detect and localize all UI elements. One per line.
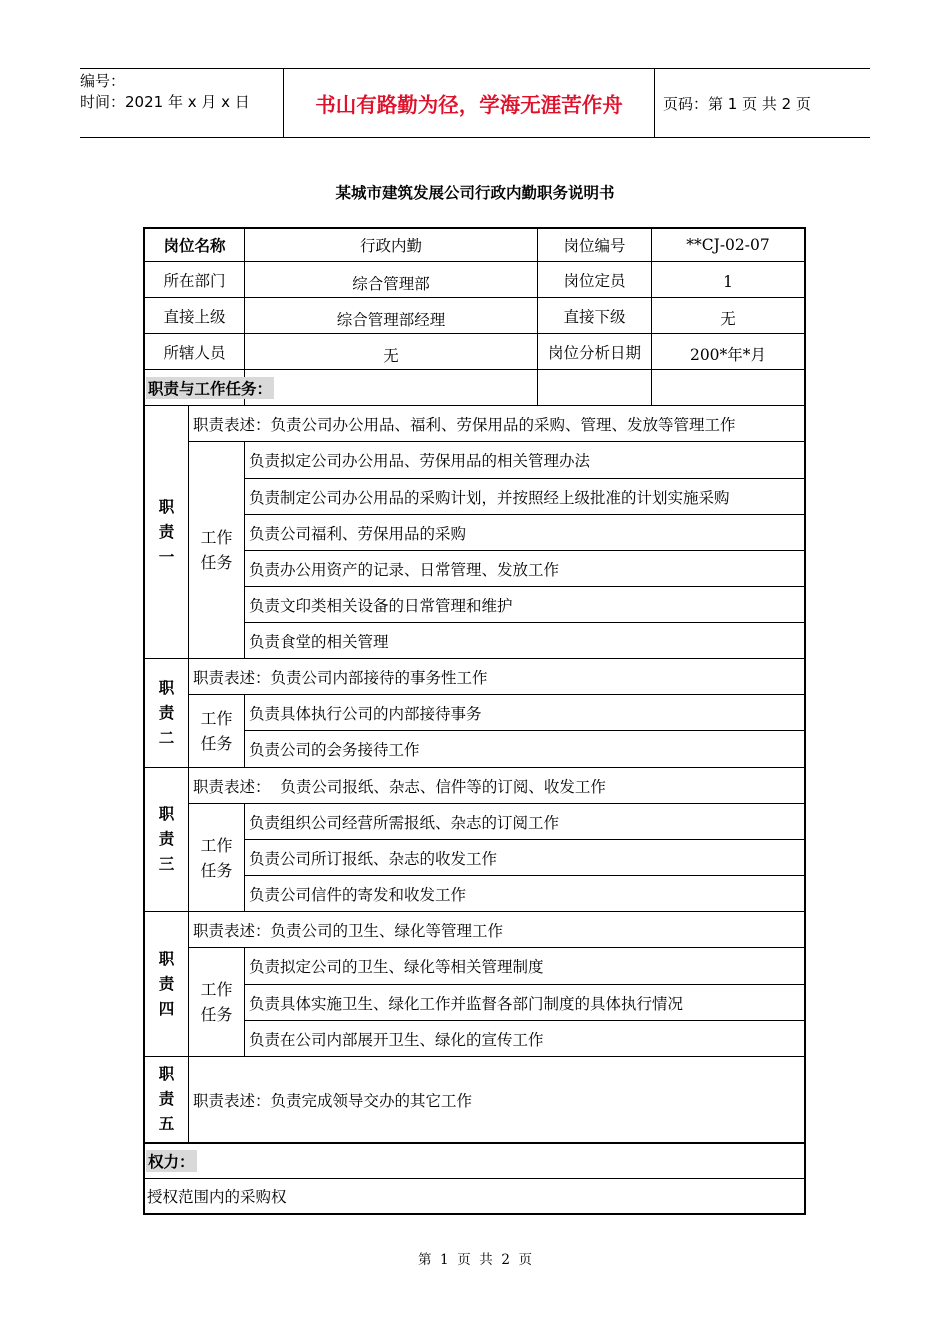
duty-1-tasks-label-text: 工作任务 <box>200 528 233 572</box>
department-value: 综合管理部 <box>352 274 430 293</box>
duty-1-label-text: 职责一 <box>158 497 175 566</box>
direct-superior-value: 综合管理部经理 <box>336 310 446 329</box>
duties-section-heading <box>146 370 274 405</box>
duty-2-tasks-label-text: 工作任务 <box>200 709 233 753</box>
power-section-heading <box>146 1144 197 1178</box>
duty-5-statement: 职责表述：负责完成领导交办的其它工作 <box>193 1091 473 1110</box>
department-label: 所在部门 <box>163 271 226 290</box>
duty-3-statement: 职责表述： 负责公司报纸、杂志、信件等的订阅、收发工作 <box>193 777 606 796</box>
duty-1-task: 负责食堂的相关管理 <box>249 632 389 651</box>
duty-3-label <box>145 768 188 911</box>
header-motto: 书山有路勤为径，学海无涯苦作舟 <box>283 69 655 137</box>
header-meta <box>80 69 283 139</box>
headcount-label: 岗位定员 <box>563 271 626 290</box>
document-title: 某城市建筑发展公司行政内勤职务说明书 <box>335 184 615 202</box>
header-page-label: 页码：第 1 页 共 2 页 <box>663 94 811 113</box>
duty-1-task: 负责文印类相关设备的日常管理和维护 <box>249 596 513 615</box>
duty-4-statement: 职责表述：负责公司的卫生、绿化等管理工作 <box>193 921 504 940</box>
duty-1-task: 负责拟定公司办公用品、劳保用品的相关管理办法 <box>249 452 591 470</box>
duty-5-label <box>145 1057 188 1142</box>
job-title-label: 岗位名称 <box>163 237 226 255</box>
direct-subordinate-label: 直接下级 <box>563 307 626 326</box>
duty-4-tasks-label <box>189 948 244 1056</box>
job-code-label: 岗位编号 <box>563 237 626 255</box>
duty-3-task: 负责公司信件的寄发和收发工作 <box>249 885 467 904</box>
duty-3-label-text: 职责三 <box>158 805 175 873</box>
job-code-value: **CJ-02-07 <box>686 236 770 254</box>
page-footer: 第 1 页 共 2 页 <box>417 1252 533 1268</box>
job-description-table <box>143 227 806 1215</box>
duty-4-label-text: 职责四 <box>158 949 175 1018</box>
duty-1-label <box>145 406 188 658</box>
duty-4-label <box>145 912 188 1056</box>
analysis-date-value: 200*年*月 <box>689 345 767 364</box>
headcount-value: 1 <box>723 272 733 291</box>
duty-4-task: 负责具体实施卫生、绿化工作并监督各部门制度的具体执行情况 <box>249 994 684 1013</box>
direct-subordinate-value: 无 <box>720 309 736 328</box>
duty-2-task: 负责具体执行公司的内部接待事务 <box>249 704 482 723</box>
duty-2-task: 负责公司的会务接待工作 <box>249 741 420 759</box>
duty-2-tasks-label <box>189 695 244 767</box>
direct-superior-label: 直接上级 <box>163 307 226 326</box>
duty-3-tasks-label <box>189 804 244 911</box>
duty-1-task: 负责制定公司办公用品的采购计划，并按照经上级批准的计划实施采购 <box>249 488 730 507</box>
duty-2-label <box>145 659 188 767</box>
doc-time-label: 时间：2021 年 x 月 x 日 <box>80 93 250 111</box>
duty-2-statement: 职责表述：负责公司内部接待的事务性工作 <box>193 668 488 687</box>
page-header <box>80 68 870 138</box>
power-text: 授权范围内的采购权 <box>147 1188 287 1206</box>
duty-3-task: 负责组织公司经营所需报纸、杂志的订阅工作 <box>249 813 560 832</box>
duty-4-tasks-label-text: 工作任务 <box>200 980 233 1024</box>
duty-3-tasks-label-text: 工作任务 <box>200 835 233 880</box>
power-section-heading-text: 权力： <box>146 1150 197 1172</box>
staff-managed-label: 所辖人员 <box>163 343 226 362</box>
duty-1-tasks-label <box>189 442 244 658</box>
duty-3-task: 负责公司所订报纸、杂志的收发工作 <box>249 849 498 868</box>
duties-section-heading-text: 职责与工作任务： <box>146 377 274 399</box>
doc-number-label: 编号： <box>80 72 126 90</box>
duty-4-task: 负责在公司内部展开卫生、绿化的宣传工作 <box>249 1030 544 1049</box>
analysis-date-label: 岗位分析日期 <box>547 343 641 362</box>
duty-1-task: 负责办公用资产的记录、日常管理、发放工作 <box>249 560 560 579</box>
staff-managed-value: 无 <box>383 346 399 365</box>
duty-1-statement: 职责表述：负责公司办公用品、福利、劳保用品的采购、管理、发放等管理工作 <box>193 415 736 434</box>
duty-4-task: 负责拟定公司的卫生、绿化等相关管理制度 <box>249 958 544 976</box>
job-title-value: 行政内勤 <box>359 237 422 255</box>
duty-1-task: 负责公司福利、劳保用品的采购 <box>249 524 467 543</box>
duty-2-label-text: 职责二 <box>158 678 175 747</box>
duty-5-label-text: 职责五 <box>158 1065 175 1133</box>
